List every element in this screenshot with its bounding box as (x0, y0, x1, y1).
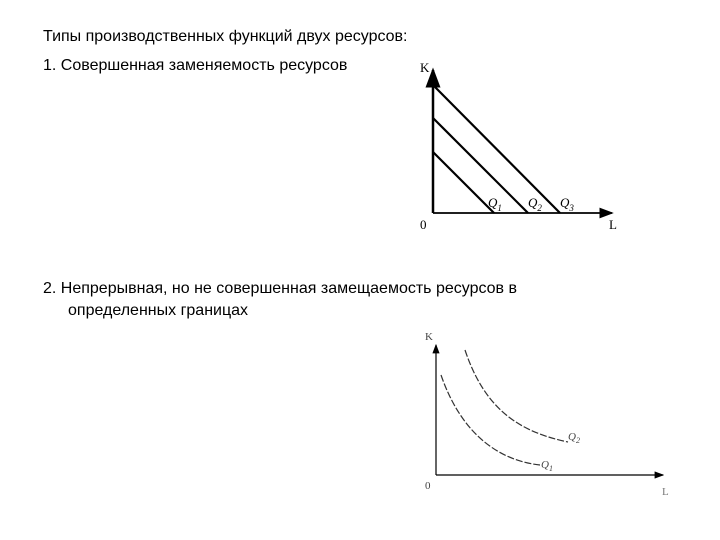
fig2-origin-label: 0 (425, 480, 431, 492)
fig1-origin-label: 0 (420, 217, 427, 232)
isoquant-label-q2-letter: Q (528, 195, 538, 210)
isoquant-line-q3 (433, 85, 560, 213)
fig2-x-axis-label: L (662, 486, 669, 498)
diagram-imperfect-substitutes (425, 331, 669, 498)
isoquant-curve-label-q1 (541, 459, 553, 473)
diagram-perfect-substitutes (420, 60, 617, 232)
isoquant-curve-label-q2-sub: 2 (575, 436, 580, 445)
isoquant-line-q1 (433, 152, 494, 213)
fig1-y-axis-label: K (420, 60, 430, 75)
isoquant-curve-q2 (465, 350, 568, 442)
isoquant-label-q2-sub: 2 (537, 203, 542, 213)
item-imperfect-substitution-cont: определенных границах (68, 302, 249, 319)
item-imperfect-substitution: 2. Непрерывная, но не совершенная замещаемость ресурсов в (43, 280, 517, 297)
item-perfect-substitution: 1. Совершенная заменяемость ресурсов (43, 57, 348, 74)
fig2-y-axis-label: K (425, 331, 433, 343)
isoquant-curve-label-q1-letter: Q (541, 459, 549, 471)
slide-title: Типы производственных функций двух ресурсов: (43, 28, 408, 45)
isoquant-curve-label-q2-letter: Q (568, 431, 576, 443)
isoquant-curve-q1 (441, 375, 540, 465)
isoquant-label-q3-sub: 3 (569, 203, 574, 213)
isoquant-curve-label-q2 (568, 431, 580, 445)
fig1-x-axis-label: L (609, 217, 617, 232)
isoquant-label-q1-letter: Q (488, 195, 498, 210)
isoquant-curve-label-q1-sub: 1 (548, 464, 553, 473)
isoquant-label-q2 (528, 195, 542, 213)
isoquant-label-q3-letter: Q (560, 195, 570, 210)
isoquant-label-q1-sub: 1 (497, 203, 502, 213)
isoquant-label-q3 (560, 195, 574, 213)
